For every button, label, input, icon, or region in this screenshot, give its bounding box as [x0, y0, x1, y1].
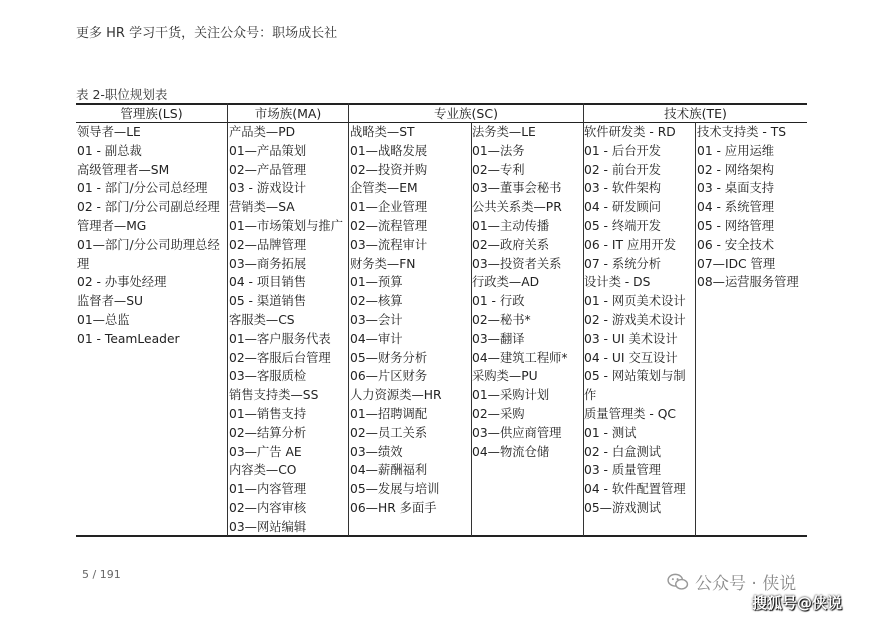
job-item: 02—品牌管理	[229, 237, 307, 252]
job-item: 质量管理类 - QC	[584, 406, 677, 421]
job-item: 08—运营服务管理	[697, 275, 799, 290]
job-item: 02—流程管理	[350, 218, 428, 233]
job-item: 02 - 前台开发	[584, 162, 662, 177]
job-item: 06—片区财务	[350, 369, 428, 384]
job-item: 监督者—SU	[77, 294, 143, 309]
job-item: 07 - 系统分析	[584, 256, 662, 271]
job-item: 01—企业管理	[350, 200, 428, 215]
job-item: 客服类—CS	[229, 312, 295, 327]
job-item: 营销类—SA	[229, 200, 295, 215]
job-item: 03 - UI 美术设计	[584, 331, 678, 346]
job-item: 采购类—PU	[472, 369, 538, 384]
family-header-te: 技术族(TE)	[664, 106, 727, 121]
job-item: 03 - 质量管理	[584, 463, 662, 478]
job-item: 03 - 桌面支持	[697, 181, 775, 196]
job-planning-table	[76, 103, 807, 537]
job-item: 公共关系类—PR	[472, 200, 562, 215]
job-item: 06 - IT 应用开发	[584, 237, 677, 252]
family-header-ls: 管理族(LS)	[120, 106, 183, 121]
job-item: 02—结算分析	[229, 425, 307, 440]
job-item: 01 - 网页美术设计	[584, 294, 686, 309]
column-professional-b	[472, 123, 583, 461]
job-item: 03—网站编辑	[229, 519, 307, 534]
job-item: 02—专利	[472, 162, 525, 177]
job-item: 04 - 项目销售	[229, 275, 307, 290]
job-item: 01—招聘调配	[350, 406, 428, 421]
site-watermark: 搜狐号@侠说	[752, 594, 843, 612]
job-item: 02 - 网络架构	[697, 162, 775, 177]
column-professional-a	[350, 123, 471, 518]
job-item: 03—商务拓展	[229, 256, 307, 271]
job-item: 04—薪酬福利	[350, 463, 428, 478]
job-item: 战略类—ST	[350, 125, 415, 139]
job-item: 03—广告 AE	[229, 444, 302, 459]
job-item: 01 - TeamLeader	[77, 331, 180, 346]
job-item: 02—员工关系	[350, 425, 428, 440]
job-item: 高级管理者—SM	[77, 162, 170, 177]
job-item: 01—预算	[350, 275, 403, 290]
job-item: 产品类—PD	[229, 125, 296, 139]
job-item: 01—总监	[77, 312, 130, 327]
job-item: 02 - 办事处经理	[77, 275, 167, 290]
job-item: 05—发展与培训	[350, 482, 440, 497]
job-item: 02 - 白盒测试	[584, 444, 662, 459]
watermark	[667, 569, 796, 594]
job-item: 05 - 网站策划与制作	[584, 369, 686, 403]
job-item: 02—政府关系	[472, 237, 550, 252]
job-item: 05—游戏测试	[584, 500, 662, 515]
column-management	[77, 123, 227, 349]
job-item: 02—核算	[350, 294, 403, 309]
job-item: 04 - UI 交互设计	[584, 350, 678, 365]
job-item: 04 - 软件配置管理	[584, 482, 686, 497]
job-item: 02 - 游戏美术设计	[584, 312, 686, 327]
job-item: 05 - 渠道销售	[229, 294, 307, 309]
job-item: 03—投资者关系	[472, 256, 562, 271]
job-item: 04—审计	[350, 331, 403, 346]
job-item: 01—市场策划与推广	[229, 218, 344, 233]
job-item: 04 - 系统管理	[697, 200, 775, 215]
job-item: 01 - 行政	[472, 294, 525, 309]
job-item: 内容类—CO	[229, 463, 297, 478]
table-bottom-rule	[76, 535, 807, 537]
job-item: 02—投资并购	[350, 162, 428, 177]
job-item: 07—IDC 管理	[697, 256, 776, 271]
column-market	[229, 123, 348, 537]
job-item: 企管类—EM	[350, 181, 418, 196]
page-header: 更多 HR 学习干货，关注公众号：职场成长社	[76, 26, 338, 41]
job-item: 02 - 部门/分公司副总经理	[77, 200, 220, 215]
job-item: 02—采购	[472, 406, 525, 421]
job-item: 法务类—LE	[472, 125, 536, 139]
divider	[348, 103, 349, 536]
job-item: 01—采购计划	[472, 388, 550, 403]
job-item: 01—产品策划	[229, 143, 307, 158]
job-item: 01—法务	[472, 143, 525, 158]
divider	[227, 103, 228, 536]
job-item: 01 - 部门/分公司总经理	[77, 181, 208, 196]
job-item: 软件研发类 - RD	[584, 125, 676, 139]
column-tech-b	[697, 123, 807, 292]
family-header-ma: 市场族(MA)	[254, 106, 322, 121]
job-item: 02—秘书*	[472, 312, 531, 327]
job-item: 02—产品管理	[229, 162, 307, 177]
job-item: 管理者—MG	[77, 218, 147, 233]
job-item: 03—翻译	[472, 331, 525, 346]
job-item: 03 - 游戏设计	[229, 181, 307, 196]
table-caption: 表 2-职位规划表	[76, 87, 168, 102]
column-tech-a	[584, 123, 695, 518]
job-item: 04 - 研发顾问	[584, 200, 662, 215]
job-item: 人力资源类—HR	[350, 388, 442, 403]
job-item: 01 - 后台开发	[584, 143, 662, 158]
job-item: 02—内容审核	[229, 500, 307, 515]
family-header-sc: 专业族(SC)	[434, 106, 498, 121]
job-item: 财务类—FN	[350, 256, 416, 271]
job-item: 销售支持类—SS	[229, 388, 319, 403]
job-item: 05 - 终端开发	[584, 218, 662, 233]
job-item: 行政类—AD	[472, 275, 540, 290]
job-item: 技术支持类 - TS	[697, 125, 787, 139]
job-item: 05 - 网络管理	[697, 218, 775, 233]
job-item: 01—主动传播	[472, 218, 550, 233]
job-item: 01—内容管理	[229, 482, 307, 497]
job-item: 04—建筑工程师*	[472, 350, 568, 365]
job-item: 01—战略发展	[350, 143, 428, 158]
job-item: 03 - 软件架构	[584, 181, 662, 196]
job-item: 06 - 安全技术	[697, 237, 775, 252]
watermark-text: 公众号 · 侠说	[695, 574, 797, 594]
job-item: 06—HR 多面手	[350, 500, 437, 515]
job-item: 01 - 测试	[584, 425, 637, 440]
job-item: 03—会计	[350, 312, 403, 327]
job-item: 01—销售支持	[229, 406, 307, 421]
job-item: 01—客户服务代表	[229, 331, 331, 346]
job-item: 01 - 副总裁	[77, 143, 142, 158]
job-item: 领导者—LE	[77, 125, 141, 139]
page-number: 5 / 191	[82, 568, 121, 581]
job-item: 04—物流仓储	[472, 444, 550, 459]
job-item: 03—绩效	[350, 444, 403, 459]
job-item: 02—客服后台管理	[229, 350, 331, 365]
wechat-icon	[667, 573, 689, 591]
job-item: 设计类 - DS	[584, 275, 651, 290]
job-item: 03—客服质检	[229, 369, 307, 384]
job-item: 03—流程审计	[350, 237, 428, 252]
job-item: 03—供应商管理	[472, 425, 562, 440]
divider	[695, 122, 696, 536]
job-item: 03—董事会秘书	[472, 181, 562, 196]
job-item: 01—部门/分公司助理总经理	[77, 237, 220, 271]
job-item: 01 - 应用运维	[697, 143, 775, 158]
job-item: 05—财务分析	[350, 350, 428, 365]
